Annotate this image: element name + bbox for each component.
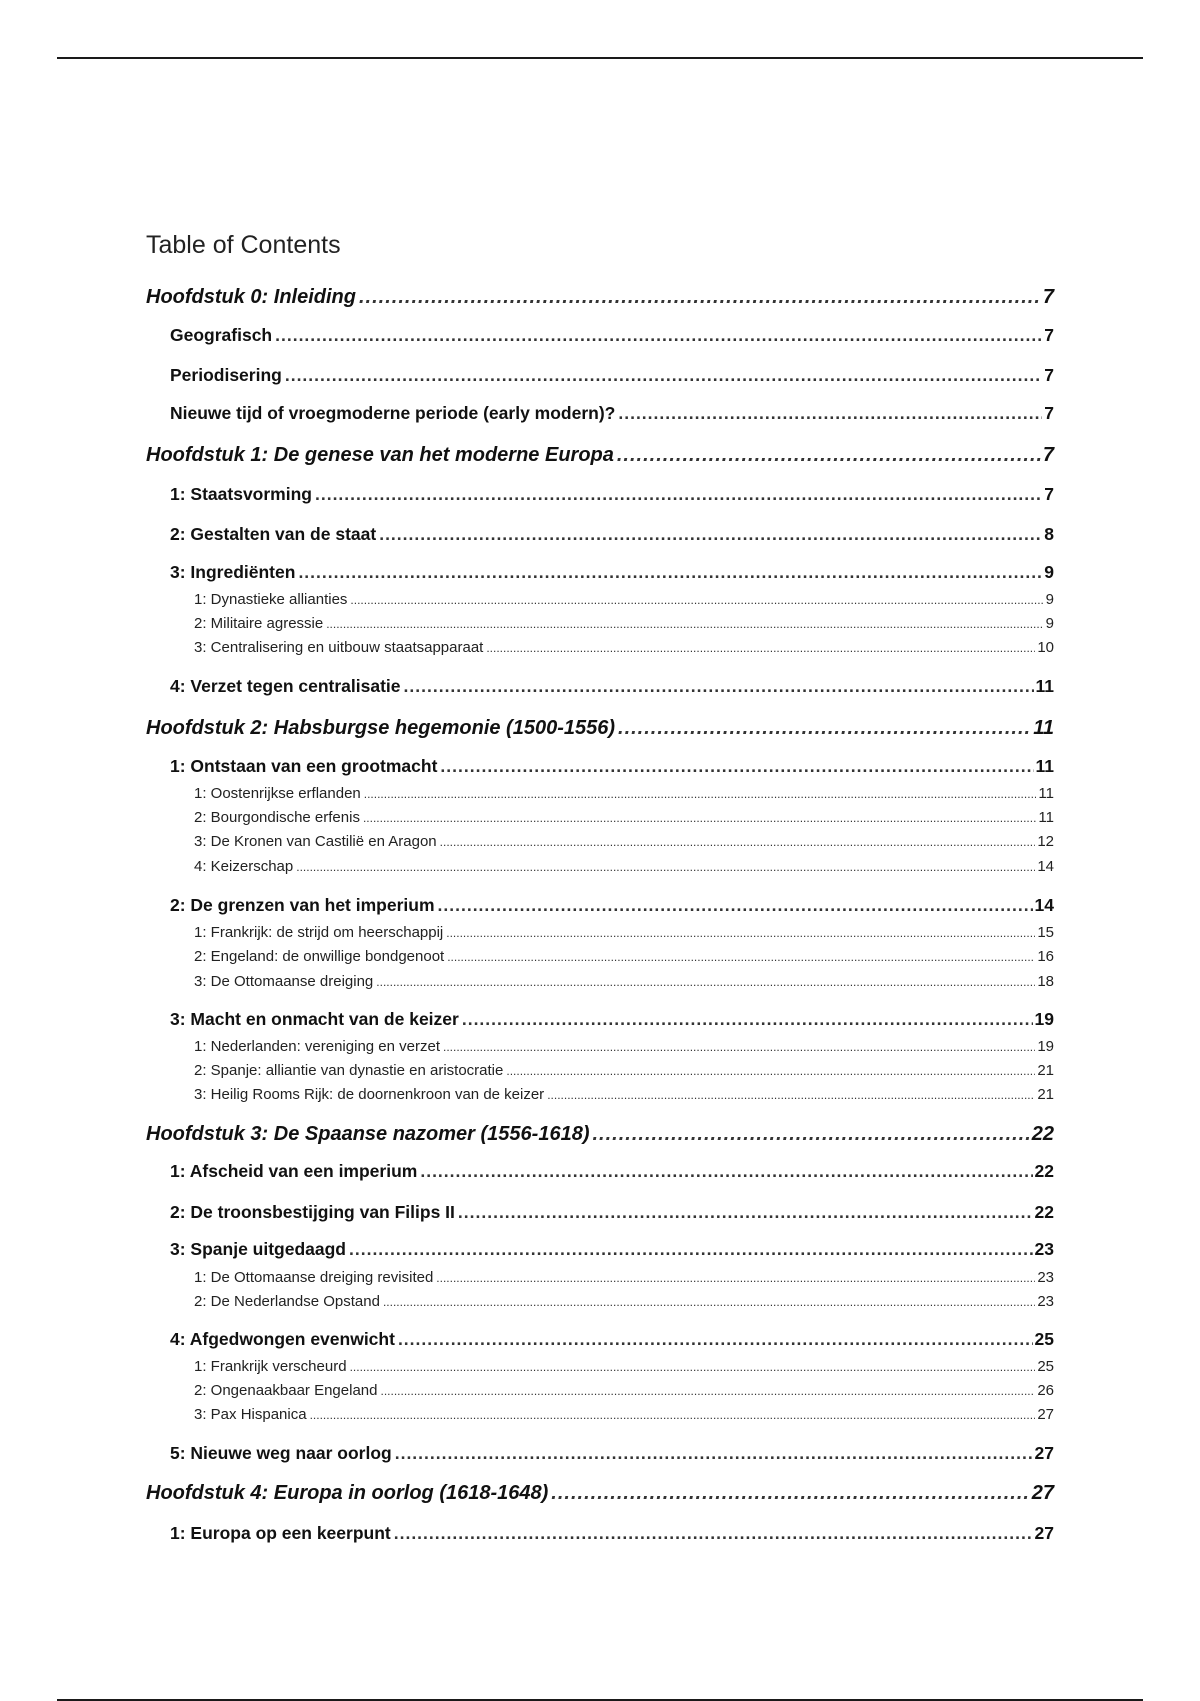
toc-page-number: 7	[1044, 325, 1054, 345]
toc-page-number: 23	[1034, 1239, 1054, 1259]
toc-entry-section[interactable]	[170, 327, 1054, 345]
toc-entry-text: 2: De troonsbestijging van Filips II	[170, 1202, 455, 1222]
toc-entry-text: 3: Spanje uitgedaagd	[170, 1239, 346, 1259]
dot-leader	[506, 1065, 1035, 1077]
toc-entry-section[interactable]	[170, 1445, 1054, 1463]
toc-entry-section[interactable]	[170, 1163, 1054, 1181]
toc-entry-text: 1: Europa op een keerpunt	[170, 1523, 391, 1543]
toc-page-number: 14	[1037, 858, 1054, 875]
toc-entry-text: 1: Afscheid van een imperium	[170, 1161, 418, 1181]
dot-leader	[380, 1385, 1035, 1397]
dot-leader	[285, 367, 1042, 385]
dot-leader	[296, 861, 1035, 873]
dot-leader	[315, 486, 1042, 504]
toc-entry-section[interactable]	[170, 1241, 1054, 1259]
toc-entry-section[interactable]	[170, 1204, 1054, 1222]
toc-entry-subsection[interactable]	[194, 949, 1054, 964]
toc-page-number: 11	[1038, 809, 1054, 826]
toc-page-number: 7	[1044, 484, 1054, 504]
toc-page-number: 23	[1037, 1293, 1054, 1310]
toc-entry-subsection[interactable]	[194, 859, 1054, 874]
toc-entry-text: 3: De Kronen van Castilië en Aragon	[194, 833, 437, 850]
dot-leader	[440, 836, 1036, 848]
dot-leader	[404, 678, 1034, 696]
toc-entry-text: 3: De Ottomaanse dreiging	[194, 973, 374, 990]
toc-entry-subsection[interactable]	[194, 1270, 1054, 1285]
dot-leader	[420, 1163, 1032, 1181]
toc-entry-text: Nieuwe tijd of vroegmoderne periode (early modern)?	[170, 403, 616, 423]
toc-entry-subsection[interactable]	[194, 1039, 1054, 1054]
dot-leader	[350, 1361, 1036, 1373]
toc-page-number: 22	[1034, 1202, 1054, 1222]
dot-leader	[547, 1089, 1035, 1101]
toc-entry-text: 2: Engeland: de onwillige bondgenoot	[194, 948, 445, 965]
toc-entry-text: 1: Ontstaan van een grootmacht	[170, 756, 438, 776]
toc-page-number: 7	[1042, 444, 1054, 466]
toc-entry-text: 1: Frankrijk: de strijd om heerschappij	[194, 924, 444, 941]
toc-entry-text: 2: Ongenaakbaar Engeland	[194, 1382, 378, 1399]
toc-page-number: 23	[1037, 1269, 1054, 1286]
toc-entry-text: 3: Macht en onmacht van de keizer	[170, 1009, 459, 1029]
toc-entry-text: 2: De Nederlandse Opstand	[194, 1293, 380, 1310]
toc-page-number: 21	[1037, 1062, 1054, 1079]
toc-entry-section[interactable]	[170, 564, 1054, 582]
toc-entry-chapter-4[interactable]	[146, 1483, 1054, 1503]
dot-leader	[462, 1011, 1033, 1029]
toc-entry-text: 2: Militaire agressie	[194, 615, 324, 632]
toc-page-number: 22	[1031, 1123, 1054, 1145]
dot-leader	[326, 618, 1043, 630]
toc-page-number: 10	[1037, 639, 1054, 656]
toc-entry-text: Hoofdstuk 3: De Spaanse nazomer (1556-1618)	[146, 1123, 590, 1145]
toc-page-number: 9	[1045, 615, 1054, 632]
toc-page-number: 12	[1037, 833, 1054, 850]
toc-entry-text: 1: Oostenrijkse erflanden	[194, 785, 361, 802]
dot-leader	[363, 812, 1036, 824]
toc-entry-section[interactable]	[170, 1011, 1054, 1029]
dot-leader	[436, 1272, 1035, 1284]
toc-entry-subsection[interactable]	[194, 592, 1054, 607]
toc-entry-text: Hoofdstuk 4: Europa in oorlog (1618-1648)	[146, 1482, 549, 1504]
toc-page-number: 15	[1037, 924, 1054, 941]
dot-leader	[394, 1525, 1033, 1543]
toc-page-number: 27	[1034, 1443, 1054, 1463]
toc-page-number: 9	[1045, 591, 1054, 608]
toc-heading: Table of Contents	[146, 231, 341, 259]
toc-entry-text: 3: Centralisering en uitbouw staatsapparaat	[194, 639, 484, 656]
toc-entry-subsection[interactable]	[194, 810, 1054, 825]
toc-page-number: 11	[1038, 785, 1054, 802]
toc-entry-text: 1: Nederlanden: vereniging en verzet	[194, 1038, 440, 1055]
dot-leader	[593, 1124, 1030, 1144]
toc-entry-text: 4: Afgedwongen evenwicht	[170, 1329, 395, 1349]
dot-leader	[349, 1241, 1033, 1259]
toc-entry-text: 2: Bourgondische erfenis	[194, 809, 360, 826]
toc-page-number: 14	[1034, 895, 1054, 915]
toc-entry-text: 3: Pax Hispanica	[194, 1406, 307, 1423]
toc-page-number: 18	[1037, 973, 1054, 990]
toc-page-number: 7	[1044, 365, 1054, 385]
toc-page-number: 9	[1044, 562, 1054, 582]
toc-page-number: 8	[1044, 524, 1054, 544]
toc-page-number: 16	[1037, 948, 1054, 965]
toc-entry-text: Hoofdstuk 2: Habsburgse hegemonie (1500-1556)	[146, 717, 616, 739]
toc-entry-text: 2: De grenzen van het imperium	[170, 895, 435, 915]
dot-leader	[310, 1409, 1036, 1421]
dot-leader	[617, 445, 1041, 465]
dot-leader	[458, 1204, 1033, 1222]
toc-entry-subsection[interactable]	[194, 1407, 1054, 1422]
toc-entry-text: Hoofdstuk 0: Inleiding	[146, 286, 356, 308]
toc-entry-subsection[interactable]	[194, 616, 1054, 631]
toc-page-number: 11	[1033, 717, 1054, 739]
toc-entry-text: 3: Ingrediënten	[170, 562, 296, 582]
dot-leader	[383, 1296, 1035, 1308]
toc-entry-subsection[interactable]	[194, 640, 1054, 655]
toc-entry-text: 4: Keizerschap	[194, 858, 294, 875]
toc-entry-subsection[interactable]	[194, 834, 1054, 849]
toc-entry-section[interactable]	[170, 1331, 1054, 1349]
toc-page-number: 19	[1037, 1038, 1054, 1055]
dot-leader	[398, 1331, 1033, 1349]
toc-page-number: 11	[1035, 676, 1054, 696]
toc-entry-section[interactable]	[170, 897, 1054, 915]
toc-entry-subsection[interactable]	[194, 1359, 1054, 1374]
toc-entry-subsection[interactable]	[194, 1383, 1054, 1398]
toc-page-number: 27	[1037, 1406, 1054, 1423]
toc-entry-chapter-1[interactable]	[146, 445, 1054, 465]
toc-page-number: 25	[1037, 1358, 1054, 1375]
toc-entry-subsection[interactable]	[194, 1063, 1054, 1078]
toc-page-number: 7	[1042, 286, 1054, 308]
toc-entry-chapter-3[interactable]	[146, 1124, 1054, 1144]
toc-entry-subsection[interactable]	[194, 1294, 1054, 1309]
toc-page-number: 22	[1034, 1161, 1054, 1181]
dot-leader	[551, 1483, 1029, 1503]
dot-leader	[447, 951, 1035, 963]
toc-entry-chapter-2[interactable]	[146, 718, 1054, 738]
toc-entry-text: 1: Staatsvorming	[170, 484, 312, 504]
dot-leader	[298, 564, 1042, 582]
dot-leader	[364, 788, 1037, 800]
toc-entry-subsection[interactable]	[194, 786, 1054, 801]
toc-entry-text: Geografisch	[170, 325, 273, 345]
toc-entry-text: 3: Heilig Rooms Rijk: de doornenkroon van de keizer	[194, 1086, 545, 1103]
toc-entry-text: 4: Verzet tegen centralisatie	[170, 676, 401, 696]
dot-leader	[446, 927, 1035, 939]
toc-entry-section[interactable]	[170, 1525, 1054, 1543]
toc-entry-subsection[interactable]	[194, 1087, 1054, 1102]
toc-entry-section[interactable]	[170, 367, 1054, 385]
dot-leader	[438, 897, 1033, 915]
dot-leader	[395, 1445, 1033, 1463]
dot-leader	[376, 976, 1035, 988]
toc-entry-subsection[interactable]	[194, 925, 1054, 940]
toc-entry-section[interactable]	[170, 405, 1054, 423]
dot-leader	[618, 718, 1031, 738]
toc-page-number: 7	[1044, 403, 1054, 423]
toc-entry-text: 2: Gestalten van de staat	[170, 524, 377, 544]
dot-leader	[443, 1041, 1035, 1053]
dot-leader	[440, 758, 1033, 776]
toc-entry-section[interactable]	[170, 526, 1054, 544]
toc-entry-text: 2: Spanje: alliantie van dynastie en aristocratie	[194, 1062, 504, 1079]
toc-entry-section[interactable]	[170, 758, 1054, 776]
toc-entry-text: Periodisering	[170, 365, 282, 385]
toc-entry-section[interactable]	[170, 678, 1054, 696]
toc-entry-text: 1: Frankrijk verscheurd	[194, 1358, 347, 1375]
toc-page-number: 27	[1034, 1523, 1054, 1543]
toc-entry-section[interactable]	[170, 486, 1054, 504]
toc-page-number: 25	[1034, 1329, 1054, 1349]
toc-entry-text: 5: Nieuwe weg naar oorlog	[170, 1443, 392, 1463]
toc-entry-text: 1: De Ottomaanse dreiging revisited	[194, 1269, 434, 1286]
toc-page-number: 27	[1031, 1482, 1054, 1504]
toc-page-number: 11	[1035, 756, 1054, 776]
toc-entry-chapter-0[interactable]	[146, 287, 1054, 307]
toc-page-number: 21	[1037, 1086, 1054, 1103]
toc-page-number: 26	[1037, 1382, 1054, 1399]
toc-entry-subsection[interactable]	[194, 974, 1054, 989]
dot-leader	[486, 642, 1035, 654]
toc-page-number: 19	[1034, 1009, 1054, 1029]
dot-leader	[350, 594, 1043, 606]
dot-leader	[275, 327, 1042, 345]
dot-leader	[379, 526, 1042, 544]
toc-entry-text: Hoofdstuk 1: De genese van het moderne Europa	[146, 444, 614, 466]
dot-leader	[359, 287, 1041, 307]
toc-entry-text: 1: Dynastieke allianties	[194, 591, 348, 608]
dot-leader	[618, 405, 1042, 423]
